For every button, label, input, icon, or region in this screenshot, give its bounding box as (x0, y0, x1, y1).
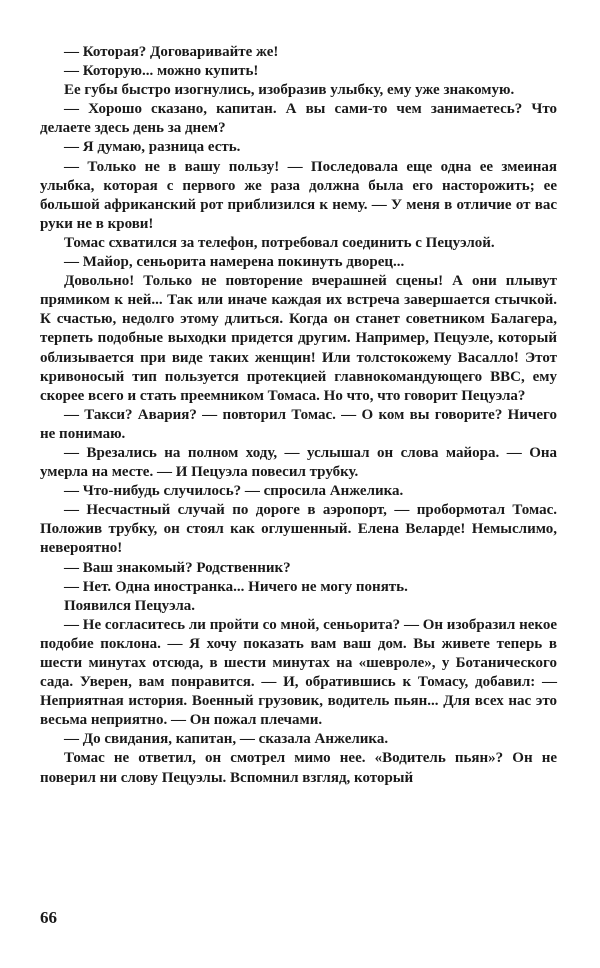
paragraph: — Только не в вашу пользу! — Последовала еще одна ее змеиная улыбка, которая с первого же раза должна была его насторожить; ее большой африканский рот приблизился к нему. — У меня в отличие от вас руки не в крови! (40, 158, 557, 232)
page-number: 66 (40, 908, 57, 927)
paragraph: — Которая? Договаривайте же! (64, 44, 279, 60)
paragraph: — Несчастный случай по дороге в аэропорт, — пробормотал Томас. Положив трубку, он стоял как оглушенный. Елена Веларде! Немыслимо, невероятно! (40, 502, 557, 557)
paragraph: — Ваш знакомый? Родственник? (64, 559, 291, 576)
paragraph: — Такси? Авария? — повторил Томас. — О ком вы говорите? Ничего не понимаю. (40, 406, 557, 442)
paragraph: — Нет. Одна иностранка... Ничего не могу понять. (64, 578, 408, 595)
paragraph: — Врезались на полном ходу, — услышал он слова майора. — Она умерла на месте. — И Пецуэла повесил трубку. (40, 444, 557, 481)
paragraph: Томас не ответил, он смотрел мимо нее. «Водитель пьян»? Он не поверил ни слову Пецуэлы. Вспомнил взгляд, который (40, 750, 557, 786)
page-text (40, 43, 557, 788)
paragraph: Довольно! Только не повторение вчерашней сцены! А они плывут прямиком к ней... Так или иначе каждая их встреча завершается стычкой. К счастью, недолго этому длиться. Когда он станет советником Балагера, терпеть подобные выходки придется другим. Например, Пецуэле, который облизывается при виде таких женщин! Или толстокожему Васалло! Этот кривоносый тип пользуется протекцией главнокомандующего ВВС, ему скорее всего и стать преемником Томаса. Но что, что говорит Пецуэла? (40, 273, 557, 404)
paragraph: Ее губы быстро изогнулись, изобразив улыбку, ему уже знакомую. (64, 82, 515, 99)
paragraph: — Я думаю, разница есть. (64, 139, 241, 156)
paragraph: Томас схватился за телефон, потребовал соединить с Пецуэлой. (64, 234, 495, 251)
paragraph: — Которую... можно купить! (64, 63, 259, 80)
paragraph: — Майор, сеньорита намерена покинуть дворец... (64, 254, 405, 271)
paragraph: — До свидания, капитан, — сказала Анжелика. (64, 731, 389, 748)
paragraph: — Не согласитесь ли пройти со мной, сеньорита? — Он изобразил некое подобие поклона. — Я хочу показать вам ваш дом. Вы живете теперь в шести минутах отсюда, в шести минутах на «шевроле», у Ботанического сада. Уверен, вам понравится. — И, обратившись к Томасу, добавил: — Неприятная история. Военный грузовик, водитель пьян... Для всех нас это весьма неприятно. — Он пожал плечами. (40, 616, 557, 729)
paragraph: — Что-нибудь случилось? — спросила Анжелика. (64, 483, 404, 500)
paragraph: — Хорошо сказано, капитан. А вы сами-то чем занимаетесь? Что делаете здесь день за днем? (40, 101, 557, 137)
paragraph: Появился Пецуэла. (64, 597, 196, 614)
